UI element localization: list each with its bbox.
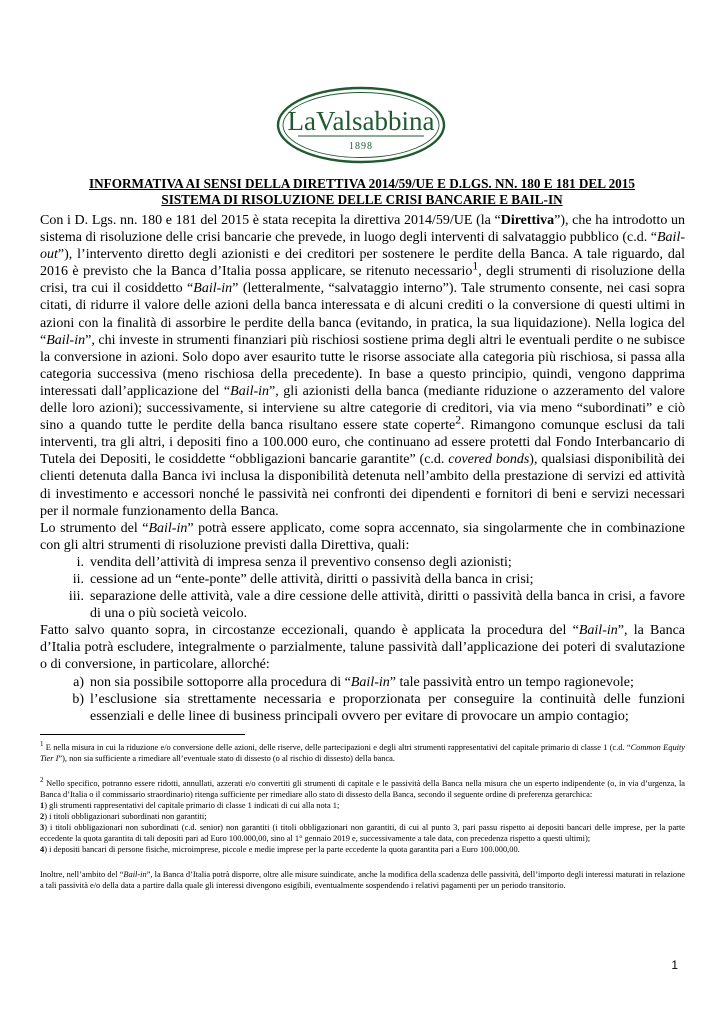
list-item: a) non sia possibile sottoporre alla procedura di “Bail-in” tale passività entro un tempo ragionevole; (73, 674, 634, 690)
alpha-list (40, 674, 685, 725)
paragraph-intro: Con i D. Lgs. nn. 180 e 181 del 2015 è stata recepita la direttiva 2014/59/UE (la “Direttiva”), che ha introdotto un sistema di risoluzione delle crisi bancarie che prevede, in luogo degli interventi di salvataggio pubblico (c.d. “Bail-out”), l’intervento diretto degli azionisti e dei creditori per sostenere le perdite della Banca. A tale riguardo, dal 2016 è previsto che la Banca d’Italia possa applicare, se ritenuto necessario$^1$, degli strumenti di risoluzione della crisi, tra cui il cosiddetto “Bail-in” (letteralmente, “salvataggio interno”). Tale strumento consente, nei casi sopra citati, di ridurre il valore delle azioni della banca interessata e di alcuni crediti o la conversione di questi ultimi in azioni con la finalità di assorbire le perdite della banca (evitando, in pratica, la sua liquidazione). Nella logica del “Bail-in”, chi investe in strumenti finanziari più rischiosi sostiene prima degli altri le eventuali perdite o ne subisce la conversione in azioni. Solo dopo aver esaurito tutte le risorse associate alla categoria più rischiosa, si passa alla categoria successiva (meno rischiosa della precedente). In base a questo principio, quindi, vengono dapprima interessati dall’applicazione del “Bail-in”, gli azionisti della banca (mediante riduzione o azzeramento del valore delle loro azioni); successivamente, si interviene su altre categorie di creditori, via via meno “subordinati” e ciò sino a quando tutte le perdite della banca risultano essere state coperte$^2$. Rimangono comunque esclusi da tali interventi, tra gli altri, i depositi fino a 100.000 euro, che continuano ad essere protetti dal Fondo Interbancario di Tutela dei Depositi, le cosiddette “obbligazioni bancarie garantite” (c.d. covered bonds), qualsiasi disponibilità dei clienti detenuta dalla Banca ivi inclusa la disponibilità detenuta nell’ambito della prestazione di servizi ed attività di investimento e accessori nonché le passività nei confronti dei dipendenti e fornitori di beni e servizi necessari per il normale funzionamento della Banca. (40, 213, 686, 519)
paragraph-bail-in-tools: Lo strumento del “Bail-in” potrà essere applicato, come sopra accennato, sia singolarmente che in combinazione con gli altri strumenti di risoluzione previsti dalla Direttiva, quali: (40, 520, 685, 553)
footnote-item: 2) i titoli obbligazionari subordinati non garantiti; (40, 812, 207, 821)
list-item: iii. separazione delle attività, vale a dire cessione delle attività, diritti o passività della banca in crisi, a favore di una o più società veicolo. (68, 589, 685, 622)
list-item: b) l’esclusione sia strettamente necessaria e proporzionata per conseguire la continuità delle funzioni essenziali e delle linee di business principali ovvero per evitare di provocare un ampio contagio; (72, 691, 685, 724)
logo-wordmark: LaValsabbina (287, 106, 435, 136)
footnote-ref-1: 1 (472, 259, 479, 273)
paragraph-exceptions: Fatto salvo quanto sopra, in circostanze eccezionali, quando è applicata la procedura del “Bail-in”, la Banca d’Italia potrà escludere, integralmente o parzialmente, talune passività dall’applicazione dei poteri di svalutazione o di conversione, in particolare, allorché: (40, 623, 686, 673)
document-body (40, 212, 685, 725)
footnote-1: $^1$ E nella misura in cui la riduzione e/o conversione delle azioni, delle riserve, delle partecipazioni e degli altri strumenti rappresentativi del capitale primario di classe 1 (c.d. “Common Equity Tier I”), non sia sufficiente a rimediare all’eventuale stato di dissesto (o al rischio di dissesto) della banca. (40, 740, 685, 763)
list-item: i. vendita dell’attività di impresa senza il preventivo consenso degli azionisti; (76, 554, 512, 570)
list-item: ii. cessione ad un “ente-ponte” delle attività, diritti o passività della banca in crisi; (72, 571, 534, 587)
bank-logo (276, 86, 446, 164)
footnote-separator (40, 734, 245, 735)
bank-logo-emblem (276, 86, 446, 164)
footnote-item: 1) gli strumenti rappresentativi del capitale primario di classe 1 indicati di cui alla nota 1; (40, 801, 340, 810)
roman-list (40, 554, 685, 622)
footnote-2: $^2$ Nello specifico, potranno essere ridotti, annullati, azzerati e/o convertiti gli strumenti di capitale e le passività della Banca nella misura che un esperto indipendente (o, in via d’urgenza, la Banca d’Italia o il commissario straordinario) ritenga sufficiente per rimediare allo stato di dissesto della Banca, secondo il seguente ordine di preferenza gerarchica: (40, 776, 685, 799)
footnotes (40, 742, 685, 891)
title-line-1: INFORMATIVA AI SENSI DELLA DIRETTIVA 2014/59/UE E D.LGS. NN. 180 E 181 DEL 2015 (89, 176, 635, 191)
footnote-item: 4) i depositi bancari di persone fisiche, microimprese, piccole e medie imprese per la parte eccedente la quota garantita pari a Euro 100.000,00. (40, 845, 520, 854)
title-line-2: SISTEMA DI RISOLUZIONE DELLE CRISI BANCARIE E BAIL-IN (161, 192, 563, 207)
footnote-ref-2: 2 (455, 413, 462, 427)
page-number: 1 (671, 958, 678, 972)
logo-year: 1898 (349, 141, 373, 152)
document-title (40, 176, 684, 208)
footnote-final: Inoltre, nell’ambito del “Bail-in”, la Banca d’Italia potrà disporre, oltre alle misure suindicate, anche la modifica della scadenza delle passività, dell’importo degli interessi maturati in relazione a tali passività e/o della data a partire dalla quale gli interessi divengono esigibili, eventualmente sospendendo i relativi pagamenti per un periodo transitorio. (40, 870, 686, 890)
footnote-item: 3) i titoli obbligazionari non subordinati (c.d. senior) non garantiti (i titoli obbligazionari non garantiti, di cui al punto 3, pari passu rispetto ai depositi bancari delle imprese, per la parte eccedente la quota garantita di tali depositi pari ad Euro 100.000,00, sino al 1° gennaio 2019 e, successivamente a tale data, con precedenza rispetto a questi ultimi); (40, 823, 685, 843)
